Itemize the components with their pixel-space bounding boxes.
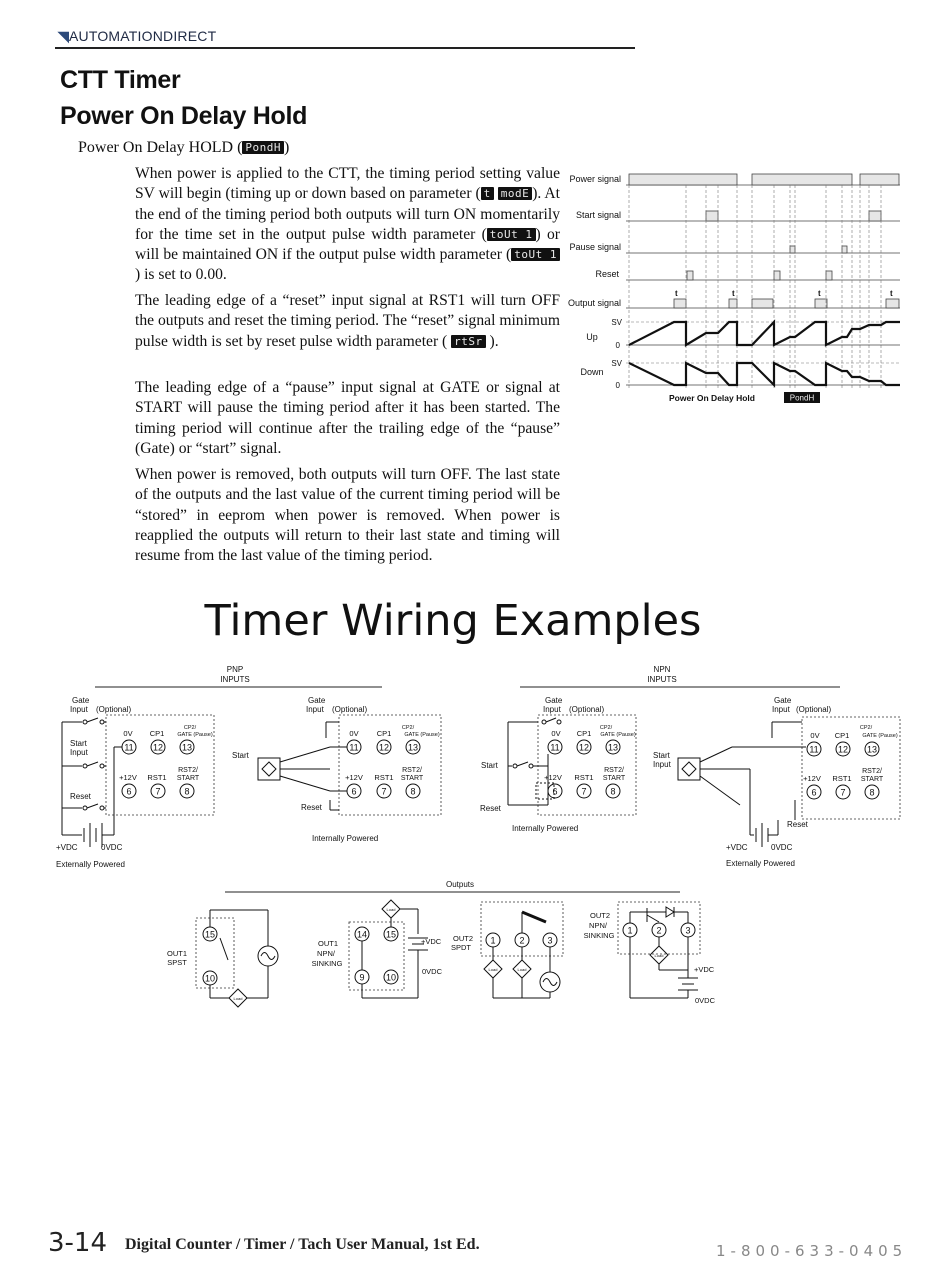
npn1-gate: GATE (Pause) [600,732,636,738]
pnp2-cp2: CP2/ [401,725,415,731]
up-label: Up [586,332,598,342]
vdc-neg-1: 0VDC [101,843,123,852]
row-label-pause: Pause signal [569,242,621,252]
pnp1-t11: 11 [124,742,134,753]
p2-text-b: ). [489,332,499,350]
pnp2-t8: 8 [410,786,416,797]
pnp1-cp2: CP2/ [183,725,197,731]
p1-text-d: ) is set to 0.00. [135,266,227,284]
row-label-reset: Reset [595,269,619,279]
npn2-start: START [860,776,884,783]
out2-npn-wiring [584,902,716,1005]
npn-header-2: INPUTS [647,675,677,684]
pnp1-t8: 8 [184,786,190,797]
pnp2-12v: +12V [345,773,363,782]
gate-label-3a: Gate [545,696,563,705]
npn2-cp2: CP2/ [859,725,873,731]
load-1: Load [233,996,243,1001]
npn2-t6: 6 [811,787,817,798]
out1-spst-label-1: OUT1 [166,949,188,958]
t-mark-2: t [732,289,735,298]
vdc-pos-1: +VDC [56,843,78,852]
pnp2-0v: 0V [349,729,359,738]
npn1-12v: +12V [544,773,562,782]
gate-label-3b: Input [543,705,561,714]
pnp2-gate: GATE (Pause) [404,732,440,738]
code-rtsr: rtSr [451,335,486,348]
npn1-cp1: CP1 [576,729,592,738]
row-label-output: Output signal [567,298,621,308]
pnp2-t13: 13 [407,742,419,753]
pnp-external-wiring [56,696,214,869]
out2-npn-label-1: OUT2 [589,911,611,920]
t-mark-1: t [675,289,678,298]
wiring-title: Timer Wiring Examples [204,596,702,646]
pnp2-rst2: RST2/ [402,767,422,774]
out2-spdt-label-1: OUT2 [452,934,474,943]
sv-label-down: SV [611,359,622,368]
pnp1-rst1: RST1 [147,773,167,782]
npn-external-wiring [653,696,900,868]
out1n-t14: 14 [356,929,368,940]
gate-label-2b: Input [306,705,324,714]
start-input-label-2: Input [70,748,88,757]
vdc-neg-2: 0VDC [771,843,793,852]
zero-label-up: 0 [615,341,620,350]
down-label: Down [580,367,604,377]
page-number: 3-14 [48,1228,108,1258]
out1-t15: 15 [204,929,216,940]
ext-powered-1: Externally Powered [56,860,125,869]
pnp1-t6: 6 [126,786,132,797]
lead-close: ) [284,139,290,156]
code-pondh: PondH [242,141,284,154]
npn2-t13: 13 [866,744,878,755]
npn1-t12: 12 [578,742,590,753]
outputs-header: Outputs [445,880,475,889]
gate-label-2: Input [70,705,88,714]
npn1-start: START [602,775,626,782]
paragraph-power-applied [135,164,560,286]
npn2-t11: 11 [809,744,819,755]
code-t: t [481,187,494,200]
pnp1-gate: GATE (Pause) [177,732,213,738]
code-tout1-b: toUt 1 [511,248,560,261]
pnp2-cp1: CP1 [376,729,392,738]
pnp1-t12: 12 [152,742,164,753]
npn1-t7: 7 [581,786,587,797]
out1n-t10: 10 [385,972,397,983]
npn2-cp1: CP1 [834,731,850,740]
load-4: Load [517,967,527,972]
out1-npn-label-2: NPN/ [317,949,335,958]
gate-label-4b: Input [772,705,790,714]
pnp1-12v: +12V [119,773,137,782]
vdc-pos-2: +VDC [726,843,748,852]
pnp-internal-wiring [232,696,441,843]
npn1-0v: 0V [551,729,561,738]
paragraph-reset [135,291,560,352]
npn1-rst1: RST1 [574,773,594,782]
zero-label-down: 0 [615,381,620,390]
reset-label-2: Reset [301,803,322,812]
pnp-header-2: INPUTS [220,675,250,684]
pnp2-t11: 11 [349,742,359,753]
pnp1-cp1: CP1 [149,729,165,738]
logo-text: AUTOMATIONDIRECT [68,28,217,44]
out1n-vdc-pos: +VDC [421,937,442,946]
out2-spdt-wiring [451,902,563,998]
phone-number: 1-800-633-0405 [716,1242,908,1260]
int-powered-2: Internally Powered [512,824,579,833]
reset-label-3: Reset [480,804,501,813]
wiring-diagrams [50,660,910,1015]
gate-label-1: Gate [72,696,90,705]
start-label-2: Start [232,751,249,760]
row-label-power: Power signal [569,174,621,184]
out1n-t9: 9 [359,972,365,983]
load-5: Load [654,953,664,958]
lead-text: Power On Delay HOLD ( [78,139,243,156]
header-rule [55,47,635,49]
p3-text: The leading edge of a “pause” input signal at GATE or signal at START will pause the timing period after it has been started. The timing period will continue after the trailing edge of the “pause” (Gate) or “start” signal. [135,379,560,457]
p2-text-a: The leading edge of a “reset” input signal at RST1 will turn OFF the outputs and reset the timing period. The “reset” signal minimum pulse width is set by reset pulse width parameter ( [135,292,560,350]
optional-label-1: (Optional) [96,705,132,714]
npn1-t13: 13 [607,742,619,753]
section-subtitle: Power On Delay Hold [60,102,308,130]
code-tout1: toUt 1 [487,228,536,241]
pnp2-start: START [400,775,424,782]
out2-t2: 2 [519,935,525,946]
out1-spst-label-2: SPST [167,958,187,967]
paragraph-pause [135,378,560,459]
npn1-t6: 6 [552,786,558,797]
out1n-t15: 15 [385,929,397,940]
npn2-rst1: RST1 [832,774,852,783]
npn2-t12: 12 [837,744,849,755]
out2-t1: 1 [490,935,496,946]
pnp2-rst1: RST1 [374,773,394,782]
start-input-label-4b: Input [653,760,671,769]
start-label-3: Start [481,761,498,770]
npn2-gate: GATE (Pause) [862,733,898,739]
reset-label-1: Reset [70,792,91,801]
p1-text-b: ). At the end of the timing period both outputs will turn ON momentarily for the time set in the output pulse width parameter ( [135,185,560,243]
reset-label-4: Reset [787,820,808,829]
npn1-cp2: CP2/ [599,725,613,731]
pnp1-start: START [176,775,200,782]
npn1-rst2: RST2/ [604,767,624,774]
int-powered-1: Internally Powered [312,834,379,843]
t-mark-4: t [890,289,893,298]
npn-header-1: NPN [653,665,671,674]
out1-npn-label-3: SINKING [311,959,343,968]
out1-npn-label-1: OUT1 [317,939,339,948]
ext-powered-2: Externally Powered [726,859,795,868]
t-mark-3: t [818,289,821,298]
p4-text: When power is removed, both outputs will turn OFF. The last state of the outputs and the last value of the current timing period will be “stored” in eeprom when power is removed. When power is reapplied the outputs will return to their last state and timing will resume from the last value of the timing period. [135,466,560,565]
pnp1-t7: 7 [155,786,161,797]
caption-code: PondH [789,393,815,403]
p1-text-c: ) or will be maintained ON if the output pulse width parameter ( [135,225,560,264]
out2-npn-label-3: SINKING [583,931,615,940]
out2-t3: 3 [547,935,553,946]
p1-text-a: When power is applied to the CTT, the timing period setting value SV will begin (timing up or down based on parameter ( [135,165,560,203]
timing-diagram [560,165,905,410]
out2n-t2: 2 [656,925,662,936]
lead-line [78,139,289,157]
optional-label-4: (Optional) [796,705,832,714]
brand-logo [58,28,216,45]
npn2-0v: 0V [810,731,820,740]
pnp2-t12: 12 [378,742,390,753]
npn2-12v: +12V [803,774,821,783]
out1-npn-wiring [312,900,443,998]
npn2-rst2: RST2/ [862,768,882,775]
out1-spst-wiring [167,910,278,1007]
code-mode: modE [498,187,533,200]
npn2-t8: 8 [869,787,875,798]
logo-mark: ◥ [58,28,69,44]
start-input-label-4a: Start [653,751,670,760]
out2n-vdc-pos: +VDC [694,965,715,974]
pnp2-t6: 6 [351,786,357,797]
manual-title: Digital Counter / Timer / Tach User Manual, 1st Ed. [125,1236,480,1253]
out2-npn-label-2: NPN/ [589,921,607,930]
gate-label-2a: Gate [308,696,326,705]
sv-label-up: SV [611,318,622,327]
diagram-caption: Power On Delay Hold [669,393,755,403]
section-title: CTT Timer [60,66,181,94]
load-3: Load [488,967,498,972]
gate-label-4a: Gate [774,696,792,705]
out1-t10: 10 [204,973,216,984]
npn1-t8: 8 [610,786,616,797]
optional-label-3: (Optional) [569,705,605,714]
out2n-t3: 3 [685,925,691,936]
optional-label-2: (Optional) [332,705,368,714]
npn2-t7: 7 [840,787,846,798]
npn1-t11: 11 [550,742,560,753]
out2n-vdc-neg: 0VDC [695,996,716,1005]
out2n-t1: 1 [627,925,633,936]
pnp1-t13: 13 [181,742,193,753]
paragraph-power-removed [135,465,560,566]
row-label-start: Start signal [575,210,621,220]
load-2: Load [386,907,396,912]
out1n-vdc-neg: 0VDC [422,967,443,976]
pnp-header-1: PNP [226,665,244,674]
pnp1-0v: 0V [123,729,133,738]
pnp2-t7: 7 [381,786,387,797]
start-input-label-1: Start [70,739,87,748]
pnp1-rst2: RST2/ [178,767,198,774]
out2-spdt-label-2: SPDT [450,943,472,952]
npn-internal-wiring [480,696,636,833]
